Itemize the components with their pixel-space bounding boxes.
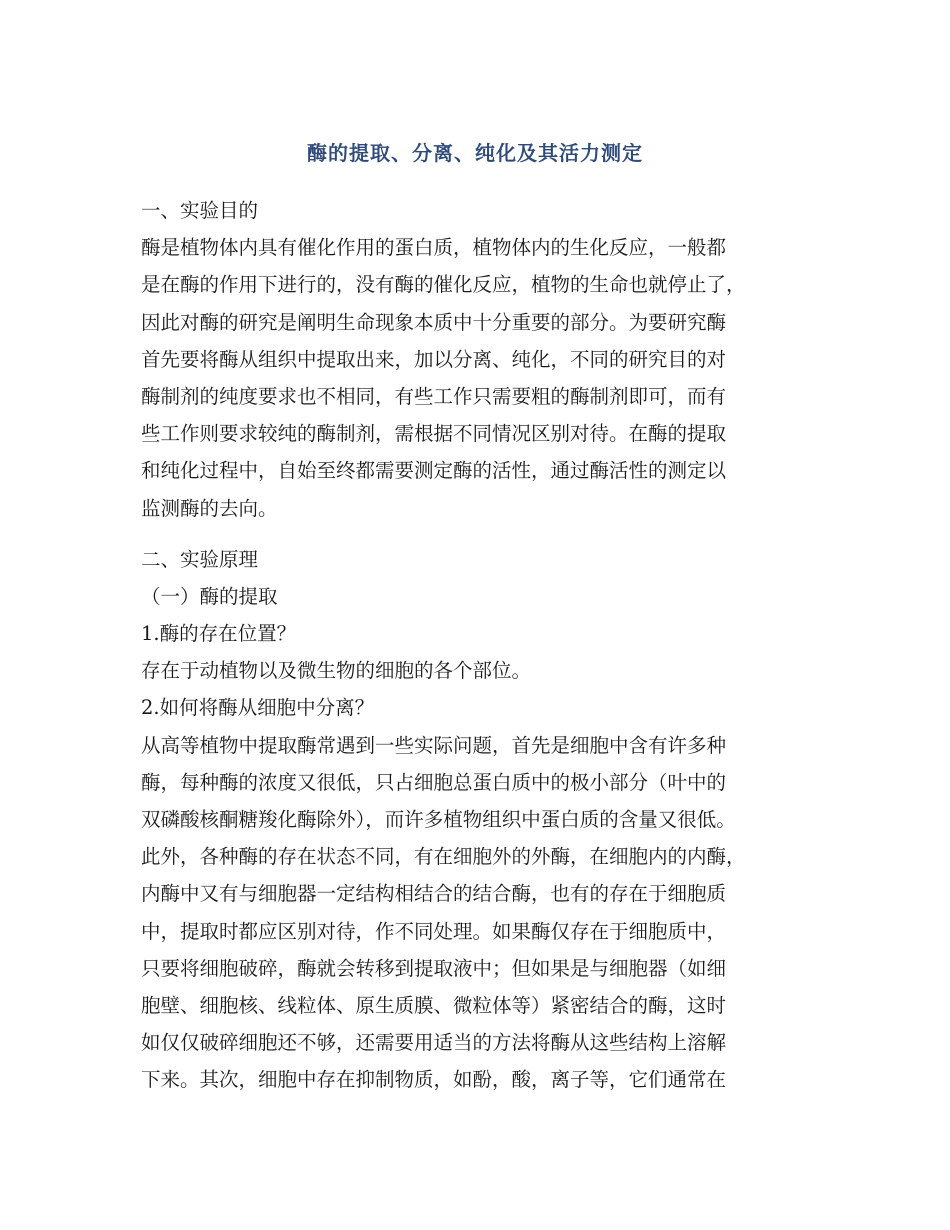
paragraph-line: 首先要将酶从组织中提取出来，加以分离、纯化，不同的研究目的对 xyxy=(141,347,727,371)
paragraph-line: 和纯化过程中，自始至终都需要测定酶的活性，通过酶活性的测定以 xyxy=(141,459,727,483)
paragraph-line: 些工作则要求较纯的酶制剂，需根据不同情况区别对待。在酶的提取 xyxy=(141,422,727,446)
paragraph-line: 胞壁、细胞核、线粒体、原生质膜、微粒体等）紧密结合的酶，这时 xyxy=(141,993,727,1017)
section-spacer xyxy=(141,527,811,541)
paragraph-line: 此外，各种酶的存在状态不同，有在细胞外的外酶，在细胞内的内酶， xyxy=(141,845,746,869)
paragraph-line: 只要将细胞破碎，酶就会转移到提取液中；但如果是与细胞器（如细 xyxy=(141,956,727,980)
paragraph-line: 下来。其次，细胞中存在抑制物质，如酚，酸，离子等，它们通常在 xyxy=(141,1068,727,1092)
paragraph-line: 内酶中又有与细胞器一定结构相结合的结合酶，也有的存在于细胞质 xyxy=(141,882,727,906)
subsection-heading-extraction: （一）酶的提取 xyxy=(141,584,278,608)
paragraph-line: 是在酶的作用下进行的，没有酶的催化反应，植物的生命也就停止了， xyxy=(141,273,746,297)
question-enzyme-separation: 2.如何将酶从细胞中分离？ xyxy=(141,696,375,720)
paragraph-line: 酶制剂的纯度要求也不相同，有些工作只需要粗的酶制剂即可，而有 xyxy=(141,384,727,408)
paragraph-line: 因此对酶的研究是阐明生命现象本质中十分重要的部分。为要研究酶 xyxy=(141,310,727,334)
paragraph-line: 酶，每种酶的浓度又很低，只占细胞总蛋白质中的极小部分（叶中的 xyxy=(141,770,727,794)
document-title: 酶的提取、分离、纯化及其活力测定 xyxy=(307,141,643,165)
paragraph-line: 中，提取时都应区别对待，作不同处理。如果酶仅存在于细胞质中， xyxy=(141,919,727,943)
section-heading-principle: 二、实验原理 xyxy=(141,547,259,571)
document-body xyxy=(141,192,811,1099)
section-heading-purpose: 一、实验目的 xyxy=(141,199,259,222)
paragraph-line: 酶是植物体内具有催化作用的蛋白质，植物体内的生化反应，一般都 xyxy=(141,236,727,260)
paragraph-line: 如仅仅破碎细胞还不够，还需要用适当的方法将酶从这些结构上溶解 xyxy=(141,1031,727,1055)
question-enzyme-location: 1.酶的存在位置？ xyxy=(141,622,297,646)
paragraph-line: 从高等植物中提取酶常遇到一些实际问题，首先是细胞中含有许多种 xyxy=(141,733,727,757)
paragraph-line: 双磷酸核酮糖羧化酶除外），而许多植物组织中蛋白质的含量又很低。 xyxy=(141,808,736,831)
paragraph-line: 监测酶的去向。 xyxy=(141,496,278,520)
answer-enzyme-location: 存在于动植物以及微生物的细胞的各个部位。 xyxy=(141,659,532,683)
